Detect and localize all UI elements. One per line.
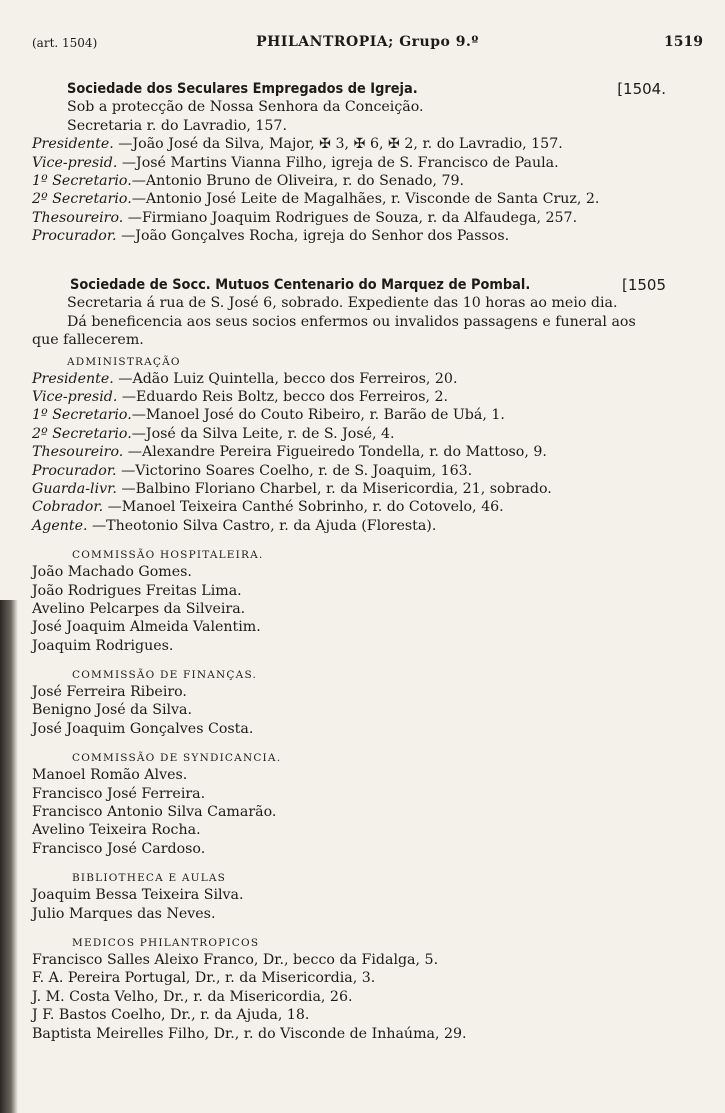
committee-heading: COMMISSÃO HOSPITALEIRA. — [72, 549, 264, 562]
officer-detail: —Manoel José do Couto Ribeiro, r. Barão de Ubá, 1. — [131, 407, 505, 424]
committee-member: Francisco Antonio Silva Camarão. — [32, 804, 277, 821]
entry-title: Sociedade de Socc. Mutuos Centenario do Marquez de Pombal. — [70, 277, 531, 293]
committee-member: João Machado Gomes. — [32, 564, 192, 581]
committee-member: Avelino Pelcarpes da Silveira. — [32, 600, 246, 617]
committee-member: J F. Bastos Coelho, Dr., r. da Ajuda, 18. — [32, 1007, 310, 1024]
committee-member: Joaquim Rodrigues. — [32, 637, 174, 654]
officer-row — [32, 425, 666, 443]
committee-heading: MEDICOS PHILANTROPICOS — [72, 936, 260, 949]
entry-1505-title-row — [32, 276, 666, 294]
officer-detail: —Victorino Soares Coelho, r. de S. Joaquim, 163. — [116, 462, 473, 479]
officer-detail: —Adão Luiz Quintella, becco dos Ferreiros, 20. — [113, 370, 458, 387]
officer-role: Presidente. — [32, 136, 114, 153]
officer-role: Thesoureiro. — [32, 209, 124, 226]
page-number: 1519 — [664, 34, 703, 50]
header-title: PHILANTROPIA; Grupo 9.º — [256, 34, 479, 50]
officer-detail: —Balbino Floriano Charbel, r. da Misericordia, 21, sobrado. — [116, 480, 552, 497]
officer-detail: —João José da Silva, Major, ✠ 3, ✠ 6, ✠ 2, r. do Lavradio, 157. — [113, 136, 563, 153]
committee-member: Benigno José da Silva. — [32, 702, 193, 719]
officer-role: Procurador. — [32, 228, 117, 245]
committee-member: Francisco José Ferreira. — [32, 785, 206, 802]
entry-address: Secretaria r. do Lavradio, 157. — [67, 117, 287, 134]
committee-member: José Joaquim Gonçalves Costa. — [32, 720, 254, 737]
officer-row — [32, 135, 666, 153]
officer-detail: —João Gonçalves Rocha, igreja do Senhor dos Passos. — [116, 228, 510, 245]
officer-role: Cobrador. — [32, 499, 104, 516]
committee-member: Manoel Romão Alves. — [32, 767, 188, 784]
officer-detail: —Theotonio Silva Castro, r. da Ajuda (Floresta). — [87, 517, 437, 534]
committee-member: Joaquim Bessa Teixeira Silva. — [32, 887, 244, 904]
committee-list — [32, 545, 666, 1043]
officer-row — [32, 227, 666, 245]
officer-detail: —Eduardo Reis Boltz, becco dos Ferreiros, 2. — [117, 388, 449, 405]
officer-detail: —Antonio José Leite de Magalhães, r. Visconde de Santa Cruz, 2. — [131, 191, 600, 208]
entry-1504-title-row — [32, 80, 666, 98]
committee-member: Baptista Meirelles Filho, Dr., r. do Visconde de Inhaúma, 29. — [32, 1025, 467, 1042]
entry-title: Sociedade dos Seculares Empregados de Igreja. — [67, 81, 418, 97]
committee-member: José Joaquim Almeida Valentim. — [32, 619, 261, 636]
officer-role: 1º Secretario. — [32, 407, 132, 424]
officer-detail: —Manoel Teixeira Canthé Sobrinho, r. do Cotovelo, 46. — [103, 499, 504, 516]
officer-row — [32, 154, 666, 172]
officer-row — [32, 498, 666, 516]
officer-row — [32, 388, 666, 406]
officer-row — [32, 172, 666, 190]
officer-role: 2º Secretario. — [32, 425, 132, 442]
header-article-ref: (art. 1504) — [32, 36, 98, 50]
officer-row — [32, 462, 666, 480]
committee-member: José Ferreira Ribeiro. — [32, 684, 187, 701]
officer-row — [32, 406, 666, 424]
officer-role: 1º Secretario. — [32, 172, 132, 189]
officer-row — [32, 190, 666, 208]
committee-member: Francisco José Cardoso. — [32, 840, 206, 857]
committee-heading: COMMISSÃO DE FINANÇAS. — [72, 669, 258, 682]
officer-detail: —Alexandre Pereira Figueiredo Tondella, r. do Mattoso, 9. — [123, 444, 547, 461]
officer-role: Vice-presid. — [32, 388, 118, 405]
officer-detail: —Firmiano Joaquim Rodrigues de Souza, r. da Alfaudega, 257. — [123, 209, 578, 226]
officer-role: Vice-presid. — [32, 154, 118, 171]
entry-subtitle: Sob a protecção de Nossa Senhora da Conceição. — [67, 99, 424, 116]
entry-1504 — [32, 80, 666, 246]
officer-detail: —Antonio Bruno de Oliveira, r. do Senado, 79. — [131, 172, 465, 189]
officer-role: 2º Secretario. — [32, 191, 132, 208]
committee-member: J. M. Costa Velho, Dr., r. da Misericordia, 26. — [32, 988, 353, 1005]
officer-role: Agente. — [32, 517, 88, 534]
officer-row — [32, 480, 666, 498]
entry-description: Dá beneficencia aos seus socios enfermos ou invalidos passagens e funeral aos que fallecerem. — [32, 313, 636, 349]
officer-list — [32, 370, 666, 536]
committee-heading: COMMISSÃO DE SYNDICANCIA. — [72, 752, 282, 765]
officer-detail: —José da Silva Leite, r. de S. José, 4. — [131, 425, 395, 442]
book-spine-shadow — [0, 600, 18, 1113]
officer-row — [32, 209, 666, 227]
officer-row — [32, 517, 666, 535]
officer-role: Procurador. — [32, 462, 117, 479]
entry-address: Secretaria á rua de S. José 6, sobrado. Expediente das 10 horas ao meio dia. — [67, 295, 618, 312]
committee-heading: BIBLIOTHECA E AULAS — [72, 872, 227, 885]
entry-number: [1504. — [617, 80, 666, 98]
page-header — [32, 34, 703, 54]
admin-heading: ADMINISTRAÇÃO — [67, 355, 181, 368]
entry-1505 — [32, 276, 666, 1043]
committee-member: F. A. Pereira Portugal, Dr., r. da Misericordia, 3. — [32, 970, 376, 987]
officer-row — [32, 370, 666, 388]
officer-list — [32, 135, 666, 245]
committee-member: Julio Marques das Neves. — [32, 905, 216, 922]
officer-role: Guarda-livr. — [32, 480, 117, 497]
entry-number: [1505 — [621, 276, 666, 294]
committee-member: João Rodrigues Freitas Lima. — [32, 582, 242, 599]
officer-role: Presidente. — [32, 370, 114, 387]
officer-detail: —José Martins Vianna Filho, igreja de S. Francisco de Paula. — [117, 154, 559, 171]
committee-member: Avelino Teixeira Rocha. — [32, 822, 201, 839]
officer-row — [32, 443, 666, 461]
officer-role: Thesoureiro. — [32, 444, 124, 461]
committee-member: Francisco Salles Aleixo Franco, Dr., becco da Fidalga, 5. — [32, 951, 439, 968]
